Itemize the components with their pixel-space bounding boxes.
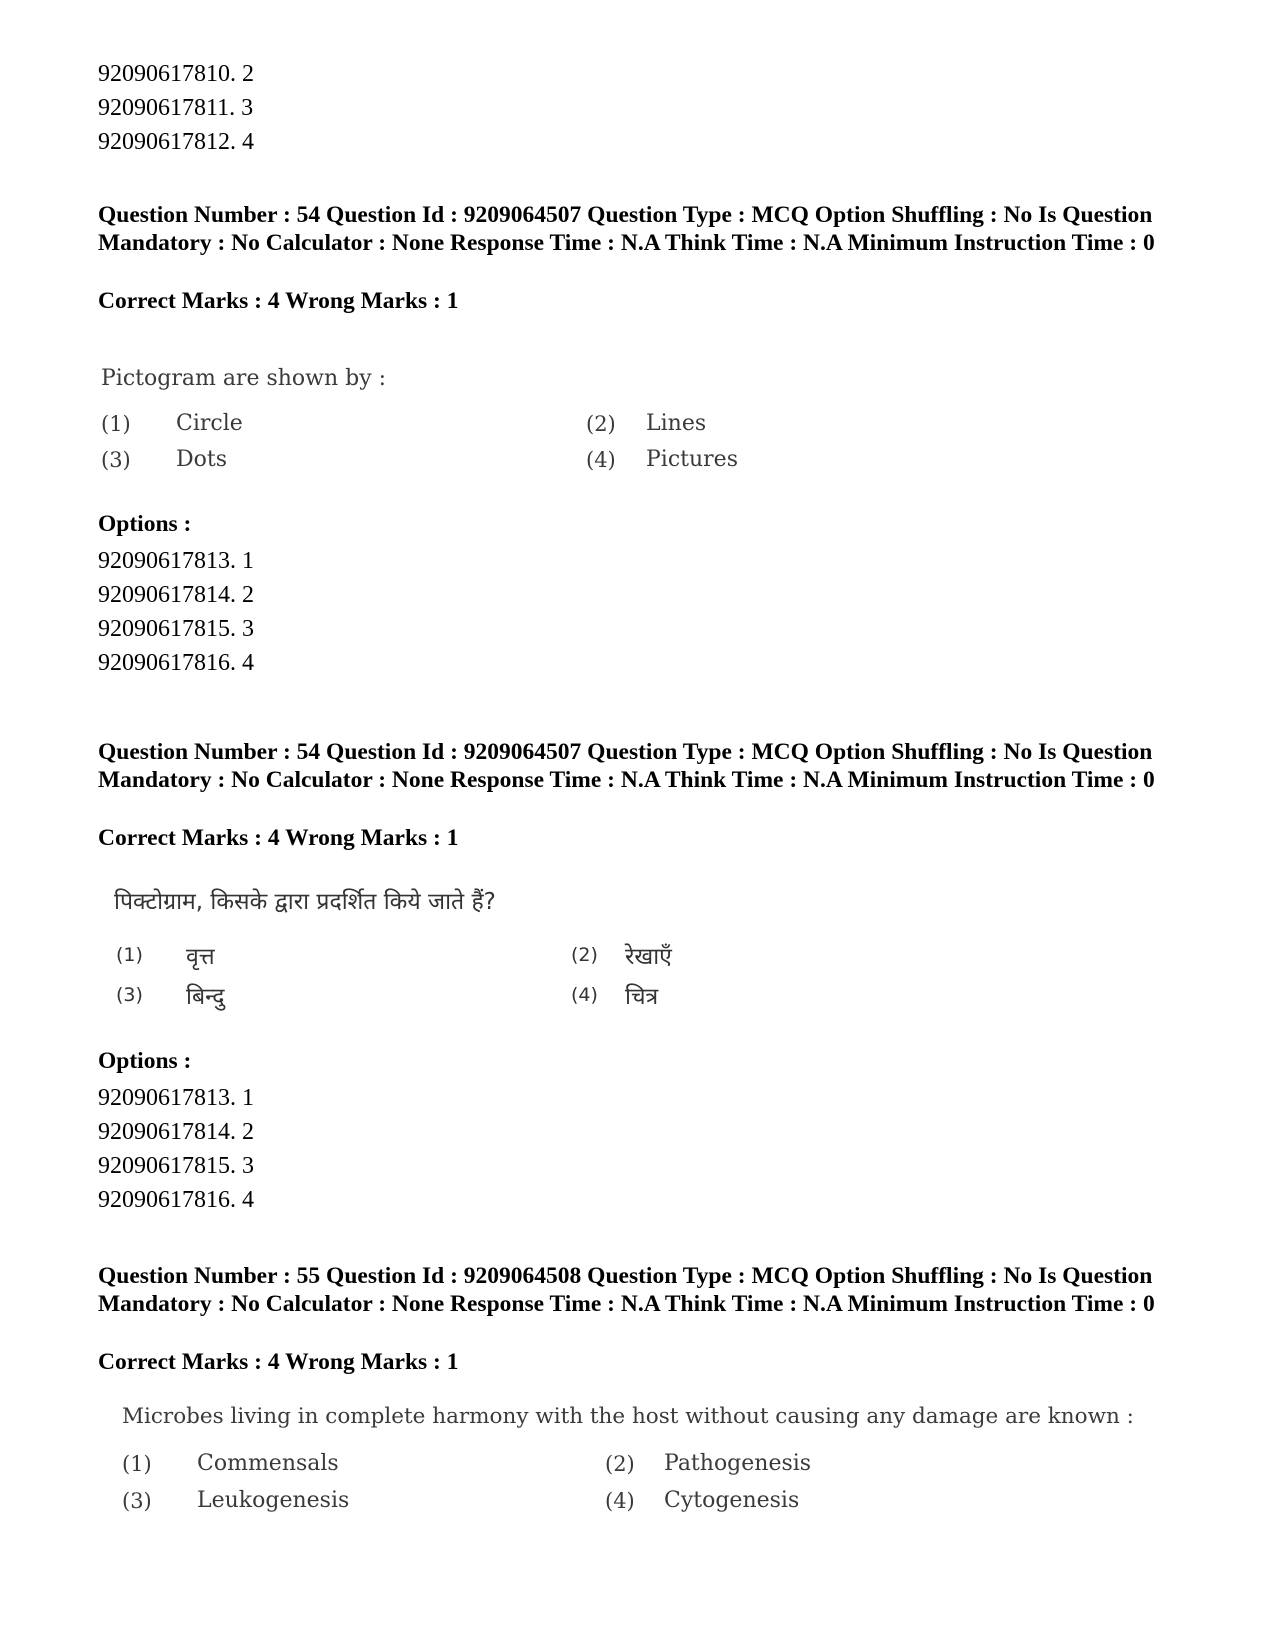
options-label: Options : (98, 1048, 192, 1074)
options-label: Options : (98, 511, 192, 537)
choice-number: (2) (605, 1452, 635, 1476)
choice-number: (2) (571, 944, 598, 966)
option-line: 92090617813. 1 (98, 1085, 254, 1111)
choice-text: Cytogenesis (664, 1488, 800, 1513)
question-header: Question Number : 55 Question Id : 9209064508 Question Type : MCQ Option Shuffling : No Is Question Mandatory : No Calculator : None Response Time : N.A Think Time : N.A Minimum Instruction Time : 0 (98, 1263, 1155, 1317)
option-line: 92090617814. 2 (98, 1119, 254, 1145)
choice-number: (3) (122, 1489, 152, 1513)
option-line: 92090617816. 4 (98, 650, 254, 676)
option-line: 92090617815. 3 (98, 1153, 254, 1179)
choice-text: वृत्त (186, 944, 215, 970)
option-line: 92090617816. 4 (98, 1187, 254, 1213)
choice-number: (2) (586, 412, 616, 436)
option-line: 92090617814. 2 (98, 582, 254, 608)
choice-text: Pathogenesis (664, 1451, 812, 1476)
option-line: 92090617810. 2 (98, 61, 254, 87)
option-line: 92090617811. 3 (98, 95, 254, 121)
marks-line: Correct Marks : 4 Wrong Marks : 1 (98, 825, 459, 851)
option-line: 92090617813. 1 (98, 548, 254, 574)
choice-text: चित्र (625, 984, 659, 1010)
choice-text: Dots (176, 447, 228, 472)
question-header: Question Number : 54 Question Id : 9209064507 Question Type : MCQ Option Shuffling : No Is Question Mandatory : No Calculator : None Response Time : N.A Think Time : N.A Minimum Instruction Time : 0 (98, 739, 1155, 793)
choice-text: Lines (646, 411, 707, 436)
question-stem: पिक्टोग्राम, किसके द्वारा प्रदर्शित किये जाते हैं? (114, 889, 496, 915)
option-line: 92090617815. 3 (98, 616, 254, 642)
question-stem: Pictogram are shown by : (101, 366, 387, 391)
marks-line: Correct Marks : 4 Wrong Marks : 1 (98, 1349, 459, 1375)
question-stem: Microbes living in complete harmony with the host without causing any damage are known : (122, 1404, 1134, 1429)
choice-text: बिन्दु (186, 984, 225, 1010)
choice-number: (1) (116, 944, 143, 966)
choice-number: (4) (605, 1489, 635, 1513)
choice-number: (1) (101, 412, 131, 436)
choice-number: (1) (122, 1452, 152, 1476)
choice-text: Pictures (646, 447, 738, 472)
marks-line: Correct Marks : 4 Wrong Marks : 1 (98, 288, 459, 314)
option-line: 92090617812. 4 (98, 129, 254, 155)
choice-number: (3) (101, 448, 131, 472)
choice-number: (4) (571, 984, 598, 1006)
choice-number: (4) (586, 448, 616, 472)
question-header: Question Number : 54 Question Id : 9209064507 Question Type : MCQ Option Shuffling : No Is Question Mandatory : No Calculator : None Response Time : N.A Think Time : N.A Minimum Instruction Time : 0 (98, 202, 1155, 256)
choice-text: Leukogenesis (197, 1488, 350, 1513)
choice-text: Circle (176, 411, 243, 436)
choice-text: रेखाएँ (625, 944, 672, 970)
choice-number: (3) (116, 984, 143, 1006)
choice-text: Commensals (197, 1451, 339, 1476)
